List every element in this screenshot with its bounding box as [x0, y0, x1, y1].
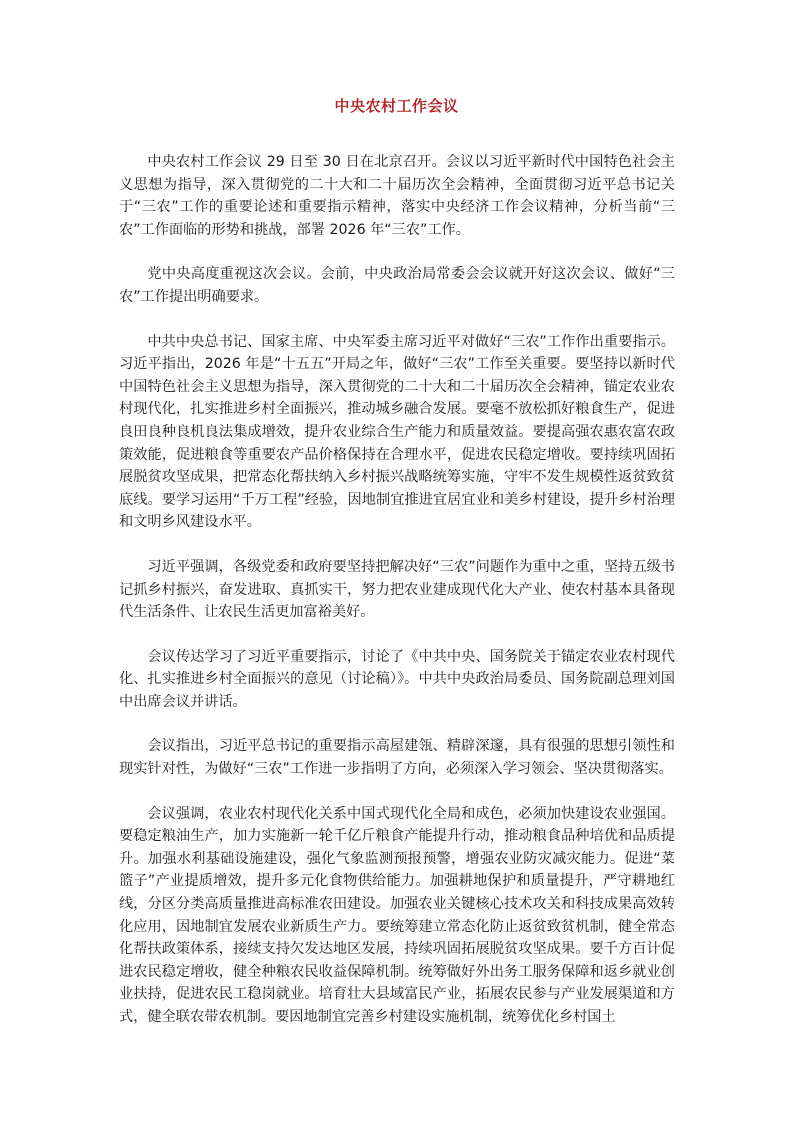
document-body [119, 151, 675, 1051]
document-title: 中央农村工作会议 [334, 97, 459, 115]
paragraph-5: 会议传达学习了习近平重要指示，讨论了《中共中央、国务院关于锚定农业农村现代化、扎实推进乡村全面振兴的意见（讨论稿）》。中共中央政治局委员、国务院副总理刘国中出席会议并讲话。 [119, 648, 675, 710]
paragraph-6: 会议指出，习近平总书记的重要指示高屋建瓴、精辟深邃，具有很强的思想引领性和现实针对性，为做好“三农”工作进一步指明了方向，必须深入学习领会、坚决贯彻落实。 [119, 738, 675, 778]
paragraph-1: 中央农村工作会议 29 日至 30 日在北京召开。会议以习近平新时代中国特色社会主义思想为指导，深入贯彻党的二十大和二十届历次全会精神，全面贯彻习近平总书记关于“三农”工作的重要论述和重要指示精神，落实中央经济工作会议精神，分析当前“三农”工作面临的形势和挑战，部署 2026 年“三农”工作。 [119, 154, 675, 238]
paragraph-4: 习近平强调，各级党委和政府要坚持把解决好“三农”问题作为重中之重，坚持五级书记抓乡村振兴，奋发进取、真抓实干，努力把农业建成现代化大产业、使农村基本具备现代生活条件、让农民生活更加富裕美好。 [119, 558, 675, 621]
paragraph-7: 会议强调，农业农村现代化关系中国式现代化全局和成色，必须加快建设农业强国。要稳定粮油生产，加力实施新一轮千亿斤粮食产能提升行动，推动粮食品种培优和品质提升。加强水利基础设施建设，强化气象监测预报预警，增强农业防灾减灾能力。促进“菜篮子”产业提质增效，提升多元化食物供给能力。加强耕地保护和质量提升，严守耕地红线，分区分类高质量推进高标准农田建设。加强农业关键核心技术攻关和科技成果高效转化应用，因地制宜发展农业新质生产力。要统筹建立常态化防止返贫致贫机制，健全常态化帮扶政策体系，接续支持欠发达地区发展，持续巩固拓展脱贫攻坚成果。要千方百计促进农民稳定增收，健全种粮农民收益保障机制。统筹做好外出务工服务保障和返乡就业创业扶持，促进农民工稳岗就业。培育壮大县域富民产业，拓展农民参与产业发展渠道和方式，健全联农带农机制。要因地制宜完善乡村建设实施机制，统筹优化乡村国土 [119, 805, 675, 1025]
paragraph-3: 中共中央总书记、国家主席、中央军委主席习近平对做好“三农”工作作出重要指示。习近平指出，2026 年是“十五五”开局之年，做好“三农”工作至关重要。要坚持以新时代中国特色社会主义思想为指导，深入贯彻党的二十大和二十届历次全会精神，锚定农业农村现代化，扎实推进乡村全面振兴，推动城乡融合发展。要毫不放松抓好粮食生产，促进良田良种良机良法集成增效，提升农业综合生产能力和质量效益。要提高强农惠农富农政策效能，促进粮食等重要农产品价格保持在合理水平，促进农民稳定增收。要持续巩固拓展脱贫攻坚成果，把常态化帮扶纳入乡村振兴战略统筹实施，守牢不发生规模性返贫致贫底线。要学习运用“千万工程”经验，因地制宜推进宜居宜业和美乡村建设，提升乡村治理和文明乡风建设水平。 [119, 333, 675, 531]
paragraph-2: 党中央高度重视这次会议。会前，中央政治局常委会会议就开好这次会议、做好“三农”工作提出明确要求。 [119, 266, 675, 305]
